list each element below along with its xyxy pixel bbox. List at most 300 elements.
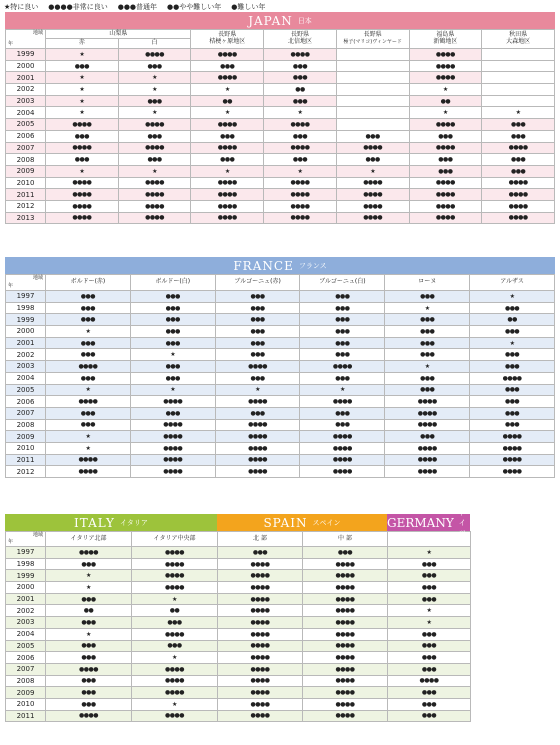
- rating-cell: ●●●: [336, 154, 409, 166]
- rating-cell: ●●●: [470, 349, 555, 361]
- rating-cell: ●●●●: [264, 200, 337, 212]
- rating-cell: ●●●●: [482, 177, 555, 189]
- rating-cell: ●●●●: [46, 466, 131, 478]
- rating-cell: ●●●●: [46, 663, 132, 675]
- table-row: [6, 72, 555, 84]
- rating-cell: ●●●●: [303, 652, 388, 664]
- region-header: 中 部: [303, 532, 388, 547]
- rating-cell: ●●●●: [46, 200, 119, 212]
- rating-cell: ●●●: [191, 60, 264, 72]
- rating-cell: ●●●●: [130, 454, 215, 466]
- region-header: ブルゴーニュ(白): [300, 275, 385, 291]
- rating-cell: ●●●: [300, 302, 385, 314]
- rating-cell: ★: [46, 570, 132, 582]
- year-cell: 2010: [6, 698, 46, 710]
- rating-cell: ●●●: [470, 361, 555, 373]
- rating-cell: [482, 72, 555, 84]
- rating-cell: ●●●●: [264, 212, 337, 224]
- rating-cell: ●●●: [130, 314, 215, 326]
- year-cell: 2001: [6, 337, 46, 349]
- rating-cell: ●●●: [470, 302, 555, 314]
- france-vintage-table: [5, 274, 555, 478]
- rating-cell: ★: [470, 337, 555, 349]
- rating-cell: ●●●: [46, 130, 119, 142]
- rating-cell: ★: [132, 652, 218, 664]
- rating-cell: ●●●: [300, 314, 385, 326]
- rating-cell: ●●●●: [218, 640, 303, 652]
- rating-cell: ★: [118, 72, 191, 84]
- rating-cell: ●●●: [215, 407, 300, 419]
- table-row: [6, 384, 555, 396]
- italy-title-jp: イタリア: [119, 518, 148, 527]
- rating-cell: ●●●●: [409, 60, 482, 72]
- rating-cell: ●●●: [385, 291, 470, 303]
- rating-cell: ●●●●: [482, 212, 555, 224]
- rating-cell: ●●●: [118, 130, 191, 142]
- rating-cell: ●●●: [46, 349, 131, 361]
- region-header: 北 部: [218, 532, 303, 547]
- rating-cell: ●●●●: [132, 687, 218, 699]
- rating-cell: ●●: [409, 95, 482, 107]
- year-cell: 2007: [6, 142, 46, 154]
- rating-cell: ●●●●: [336, 142, 409, 154]
- rating-cell: ●●●●: [218, 570, 303, 582]
- year-cell: 2009: [6, 165, 46, 177]
- rating-cell: ●●●●: [300, 466, 385, 478]
- france-title: FRANCE: [233, 258, 294, 273]
- rating-cell: ●●●●: [264, 49, 337, 61]
- rating-cell: ★: [46, 49, 119, 61]
- rating-cell: ●●●: [336, 130, 409, 142]
- rating-cell: ●●●: [46, 617, 132, 629]
- rating-cell: ●●●●: [191, 212, 264, 224]
- rating-cell: ●●●●: [303, 605, 388, 617]
- rating-cell: ●●●●: [218, 710, 303, 722]
- table-row: [6, 617, 471, 629]
- rating-cell: ★: [409, 84, 482, 96]
- rating-cell: ●●●: [130, 372, 215, 384]
- rating-cell: ●●●: [46, 419, 131, 431]
- spain-title-jp: スペイン: [312, 518, 341, 527]
- rating-cell: ●●●●: [264, 177, 337, 189]
- rating-cell: ●●●●: [336, 189, 409, 201]
- germany-title: GERMANY: [387, 515, 454, 530]
- table-row: [6, 291, 555, 303]
- rating-cell: ●●●: [388, 687, 471, 699]
- table-row: [6, 130, 555, 142]
- corner-cell: [6, 532, 46, 547]
- rating-cell: ●●●●: [132, 628, 218, 640]
- rating-cell: ●●●: [470, 326, 555, 338]
- rating-cell: ●●●●: [303, 593, 388, 605]
- year-cell: 2013: [6, 212, 46, 224]
- table-row: [6, 302, 555, 314]
- rating-cell: ●●●: [385, 314, 470, 326]
- year-cell: 2005: [6, 119, 46, 131]
- rating-cell: ●●●●: [264, 142, 337, 154]
- rating-cell: [336, 60, 409, 72]
- rating-cell: ★: [118, 165, 191, 177]
- rating-cell: ●●●: [470, 419, 555, 431]
- year-cell: 2011: [6, 710, 46, 722]
- rating-cell: ●●: [470, 314, 555, 326]
- rating-cell: ●●●●: [409, 72, 482, 84]
- rating-cell: ●●●●: [303, 710, 388, 722]
- rating-cell: ●●: [46, 605, 132, 617]
- rating-cell: ●●●●: [215, 396, 300, 408]
- rating-cell: ●●●●: [132, 663, 218, 675]
- rating-cell: [336, 95, 409, 107]
- italy-title: ITALY: [74, 515, 115, 530]
- rating-cell: ●●●: [385, 384, 470, 396]
- rating-cell: ●●●●: [303, 628, 388, 640]
- rating-cell: ●●●: [191, 154, 264, 166]
- year-cell: 2007: [6, 407, 46, 419]
- rating-cell: ●●●: [215, 372, 300, 384]
- table-row: [6, 200, 555, 212]
- corner-cell: [6, 30, 46, 49]
- table-row: [6, 107, 555, 119]
- rating-cell: ●●●: [46, 372, 131, 384]
- rating-cell: ●●●●: [385, 466, 470, 478]
- rating-cell: ●●●●: [218, 582, 303, 594]
- table-row: [6, 582, 471, 594]
- rating-cell: ●●●: [215, 349, 300, 361]
- year-cell: 2008: [6, 154, 46, 166]
- rating-cell: ●●●: [215, 291, 300, 303]
- rating-cell: ●●●: [470, 396, 555, 408]
- corner-year-label: 年: [8, 283, 14, 289]
- rating-cell: ●●●: [46, 558, 132, 570]
- year-cell: 2000: [6, 60, 46, 72]
- rating-cell: ●●●: [385, 349, 470, 361]
- rating-cell: ●●●: [300, 372, 385, 384]
- spain-header: [217, 514, 387, 531]
- rating-cell: ●●●: [46, 60, 119, 72]
- rating-cell: ●●●: [46, 337, 131, 349]
- year-cell: 2003: [6, 95, 46, 107]
- rating-cell: ●●●: [264, 72, 337, 84]
- rating-cell: ●●●●: [218, 628, 303, 640]
- rating-cell: ●●●: [132, 640, 218, 652]
- region-header: 長野県 極子(マリコ)ヴィンヤード: [336, 30, 409, 49]
- rating-cell: ●●●●: [385, 396, 470, 408]
- rating-cell: ●●●●: [336, 200, 409, 212]
- rating-cell: ●●●●: [191, 189, 264, 201]
- rating-cell: ★: [130, 384, 215, 396]
- table-row: [6, 710, 471, 722]
- rating-cell: ●●●●: [118, 212, 191, 224]
- rating-cell: ★: [385, 361, 470, 373]
- rating-cell: ●●●●: [482, 142, 555, 154]
- rating-cell: ★: [191, 84, 264, 96]
- japan-header: [5, 12, 555, 29]
- rating-cell: ★: [46, 107, 119, 119]
- rating-cell: ★: [46, 326, 131, 338]
- rating-cell: ●●●●: [303, 582, 388, 594]
- rating-cell: ●●●: [130, 361, 215, 373]
- year-cell: 2004: [6, 107, 46, 119]
- rating-cell: ●●●●: [218, 593, 303, 605]
- region-header-red: 赤: [46, 39, 119, 49]
- rating-cell: ●●●: [388, 698, 471, 710]
- rating-cell: ●●●: [300, 419, 385, 431]
- rating-cell: ●●●: [118, 154, 191, 166]
- rating-cell: ●●●: [130, 326, 215, 338]
- rating-cell: [336, 119, 409, 131]
- table-row: [6, 361, 555, 373]
- table-row: [6, 419, 555, 431]
- rating-cell: ★: [470, 291, 555, 303]
- table-row: [6, 442, 555, 454]
- rating-cell: ●●●: [132, 617, 218, 629]
- japan-title: JAPAN: [248, 13, 293, 28]
- table-row: [6, 687, 471, 699]
- year-cell: 1999: [6, 570, 46, 582]
- rating-cell: ●●●: [130, 291, 215, 303]
- rating-cell: ●●●●: [264, 189, 337, 201]
- rating-cell: ★: [46, 442, 131, 454]
- year-cell: 2005: [6, 384, 46, 396]
- rating-cell: ●●●●: [409, 189, 482, 201]
- rating-cell: ●●●: [218, 547, 303, 559]
- table-row: [6, 593, 471, 605]
- year-cell: 2000: [6, 582, 46, 594]
- rating-cell: ●●●●: [46, 212, 119, 224]
- rating-cell: ●●●: [215, 326, 300, 338]
- rating-cell: ●●●●: [303, 663, 388, 675]
- rating-cell: ●●●●: [388, 675, 471, 687]
- rating-cell: ●●●●: [385, 442, 470, 454]
- rating-cell: ●●●●: [303, 698, 388, 710]
- rating-cell: ●●●●: [482, 200, 555, 212]
- rating-cell: ●●●●: [409, 119, 482, 131]
- corner-region-label: 地域: [32, 532, 43, 538]
- year-cell: 2000: [6, 326, 46, 338]
- rating-cell: ●●: [132, 605, 218, 617]
- table-row: [6, 189, 555, 201]
- japan-title-jp: 日本: [297, 16, 312, 25]
- table-row: [6, 663, 471, 675]
- rating-cell: ●●●●: [303, 687, 388, 699]
- rating-cell: ●●●: [130, 302, 215, 314]
- corner-year-label: 年: [8, 41, 14, 47]
- rating-cell: ●●●●: [46, 547, 132, 559]
- table-row: [6, 84, 555, 96]
- rating-cell: ★: [264, 165, 337, 177]
- rating-cell: ●●●●: [215, 454, 300, 466]
- year-cell: 2002: [6, 605, 46, 617]
- rating-cell: ●●●●: [132, 558, 218, 570]
- rating-cell: ●●●●: [46, 454, 131, 466]
- rating-cell: [482, 49, 555, 61]
- rating-cell: ●●●: [388, 652, 471, 664]
- rating-cell: ●●●●: [218, 687, 303, 699]
- rating-cell: ●●●: [215, 337, 300, 349]
- table-row: [6, 154, 555, 166]
- year-cell: 2006: [6, 130, 46, 142]
- rating-cell: ●●●: [300, 407, 385, 419]
- rating-cell: ●●●: [46, 407, 131, 419]
- year-cell: 2006: [6, 396, 46, 408]
- rating-cell: ●●●: [482, 119, 555, 131]
- rating-cell: ★: [264, 107, 337, 119]
- rating-cell: ●●●●: [409, 212, 482, 224]
- rating-cell: ●●●: [300, 337, 385, 349]
- year-cell: 2001: [6, 593, 46, 605]
- year-cell: 2011: [6, 454, 46, 466]
- table-row: [6, 558, 471, 570]
- rating-cell: ●●●: [46, 675, 132, 687]
- rating-cell: ●●●●: [191, 49, 264, 61]
- rating-cell: ●●●: [385, 326, 470, 338]
- rating-cell: ●●●●: [191, 72, 264, 84]
- rating-cell: [482, 60, 555, 72]
- region-header: ローヌ: [385, 275, 470, 291]
- rating-cell: ★: [132, 698, 218, 710]
- rating-cell: ●●●●: [46, 710, 132, 722]
- region-header: ボルドー(白): [130, 275, 215, 291]
- rating-cell: ●●●●: [191, 119, 264, 131]
- table-row: [6, 640, 471, 652]
- corner-year-label: 年: [8, 539, 14, 545]
- rating-cell: ●●●●: [482, 189, 555, 201]
- rating-cell: ●●●: [264, 95, 337, 107]
- rating-cell: ★: [130, 349, 215, 361]
- table-row: [6, 60, 555, 72]
- rating-cell: [482, 95, 555, 107]
- table-row: [6, 454, 555, 466]
- year-cell: 1999: [6, 314, 46, 326]
- rating-cell: ●●●●: [336, 177, 409, 189]
- rating-cell: ●●●●: [218, 663, 303, 675]
- table-row: [6, 177, 555, 189]
- rating-cell: ●●●: [46, 698, 132, 710]
- table-row: [6, 547, 471, 559]
- italy-spain-germany-vintage-table: [5, 531, 471, 722]
- rating-cell: ●●●: [385, 431, 470, 443]
- rating-cell: ●●●: [215, 314, 300, 326]
- spain-title: SPAIN: [263, 515, 308, 530]
- rating-cell: ●●●: [215, 302, 300, 314]
- france-header: [5, 257, 555, 274]
- table-row: [6, 698, 471, 710]
- year-cell: 2007: [6, 663, 46, 675]
- legend-difficult: ●難しい年: [231, 3, 266, 11]
- year-cell: 2001: [6, 72, 46, 84]
- rating-cell: ●●●●: [385, 407, 470, 419]
- table-row: [6, 95, 555, 107]
- rating-cell: ●●: [264, 84, 337, 96]
- rating-cell: [336, 49, 409, 61]
- rating-cell: ●●●●: [118, 177, 191, 189]
- year-cell: 2012: [6, 200, 46, 212]
- year-cell: 2004: [6, 372, 46, 384]
- rating-cell: ●●●: [300, 326, 385, 338]
- year-cell: 2010: [6, 442, 46, 454]
- rating-cell: ●●●●: [46, 119, 119, 131]
- italy-header: [5, 514, 217, 531]
- rating-cell: ●●●●: [303, 675, 388, 687]
- rating-cell: ●●●: [130, 407, 215, 419]
- rating-cell: ★: [336, 165, 409, 177]
- rating-cell: ●●●: [46, 687, 132, 699]
- rating-cell: ●●●●: [470, 454, 555, 466]
- rating-cell: [336, 72, 409, 84]
- rating-cell: ★: [118, 84, 191, 96]
- rating-cell: ●●●: [264, 130, 337, 142]
- rating-cell: ●●●●: [218, 675, 303, 687]
- year-cell: 1998: [6, 558, 46, 570]
- rating-cell: ★: [191, 107, 264, 119]
- year-cell: 2009: [6, 431, 46, 443]
- rating-cell: ●●●●: [132, 570, 218, 582]
- rating-cell: ●●●: [46, 291, 131, 303]
- rating-cell: ★: [46, 384, 131, 396]
- rating-cell: ●●●: [470, 407, 555, 419]
- rating-cell: ●●●●: [303, 570, 388, 582]
- rating-cell: ★: [215, 384, 300, 396]
- year-cell: 2004: [6, 628, 46, 640]
- rating-cell: ●●●●: [409, 49, 482, 61]
- rating-cell: ●●●●: [118, 200, 191, 212]
- rating-cell: ●●●●: [215, 442, 300, 454]
- japan-section: [5, 12, 555, 224]
- rating-cell: ●●●●: [470, 372, 555, 384]
- rating-cell: ●●●●: [118, 142, 191, 154]
- rating-cell: ●●●: [482, 165, 555, 177]
- rating-cell: [336, 84, 409, 96]
- rating-cell: ●●●●: [46, 189, 119, 201]
- table-row: [6, 466, 555, 478]
- rating-cell: ★: [388, 547, 471, 559]
- rating-cell: ●●●: [300, 291, 385, 303]
- germany-title-jp: ドイツ: [458, 508, 466, 537]
- rating-cell: ●●●●: [300, 431, 385, 443]
- region-header: 長野県 桔梗ヶ原地区: [191, 30, 264, 49]
- germany-header: [387, 508, 470, 537]
- year-cell: 2003: [6, 361, 46, 373]
- legend-average: ●●●普通年: [117, 3, 158, 11]
- table-row: [6, 605, 471, 617]
- rating-cell: ●●●●: [470, 442, 555, 454]
- rating-cell: ●●●: [388, 558, 471, 570]
- table-row: [6, 165, 555, 177]
- rating-cell: ●●●●: [191, 200, 264, 212]
- table-row: [6, 372, 555, 384]
- rating-cell: ★: [46, 628, 132, 640]
- region-header: イタリア中央部: [132, 532, 218, 547]
- year-cell: 2009: [6, 687, 46, 699]
- rating-cell: ●●●●: [132, 675, 218, 687]
- rating-cell: ●●●●: [132, 547, 218, 559]
- rating-cell: ★: [388, 605, 471, 617]
- rating-cell: ●●●●: [303, 617, 388, 629]
- rating-cell: ●●●●: [191, 142, 264, 154]
- rating-cell: ★: [385, 302, 470, 314]
- rating-cell: ●●●●: [130, 442, 215, 454]
- rating-cell: ●●●●: [46, 396, 131, 408]
- rating-cell: ●●●: [46, 154, 119, 166]
- table-row: [6, 628, 471, 640]
- year-cell: 2008: [6, 419, 46, 431]
- rating-cell: ★: [46, 84, 119, 96]
- rating-cell: ●●●: [46, 640, 132, 652]
- table-row: [6, 326, 555, 338]
- rating-cell: ●●●●: [130, 396, 215, 408]
- table-row: [6, 142, 555, 154]
- table-row: [6, 652, 471, 664]
